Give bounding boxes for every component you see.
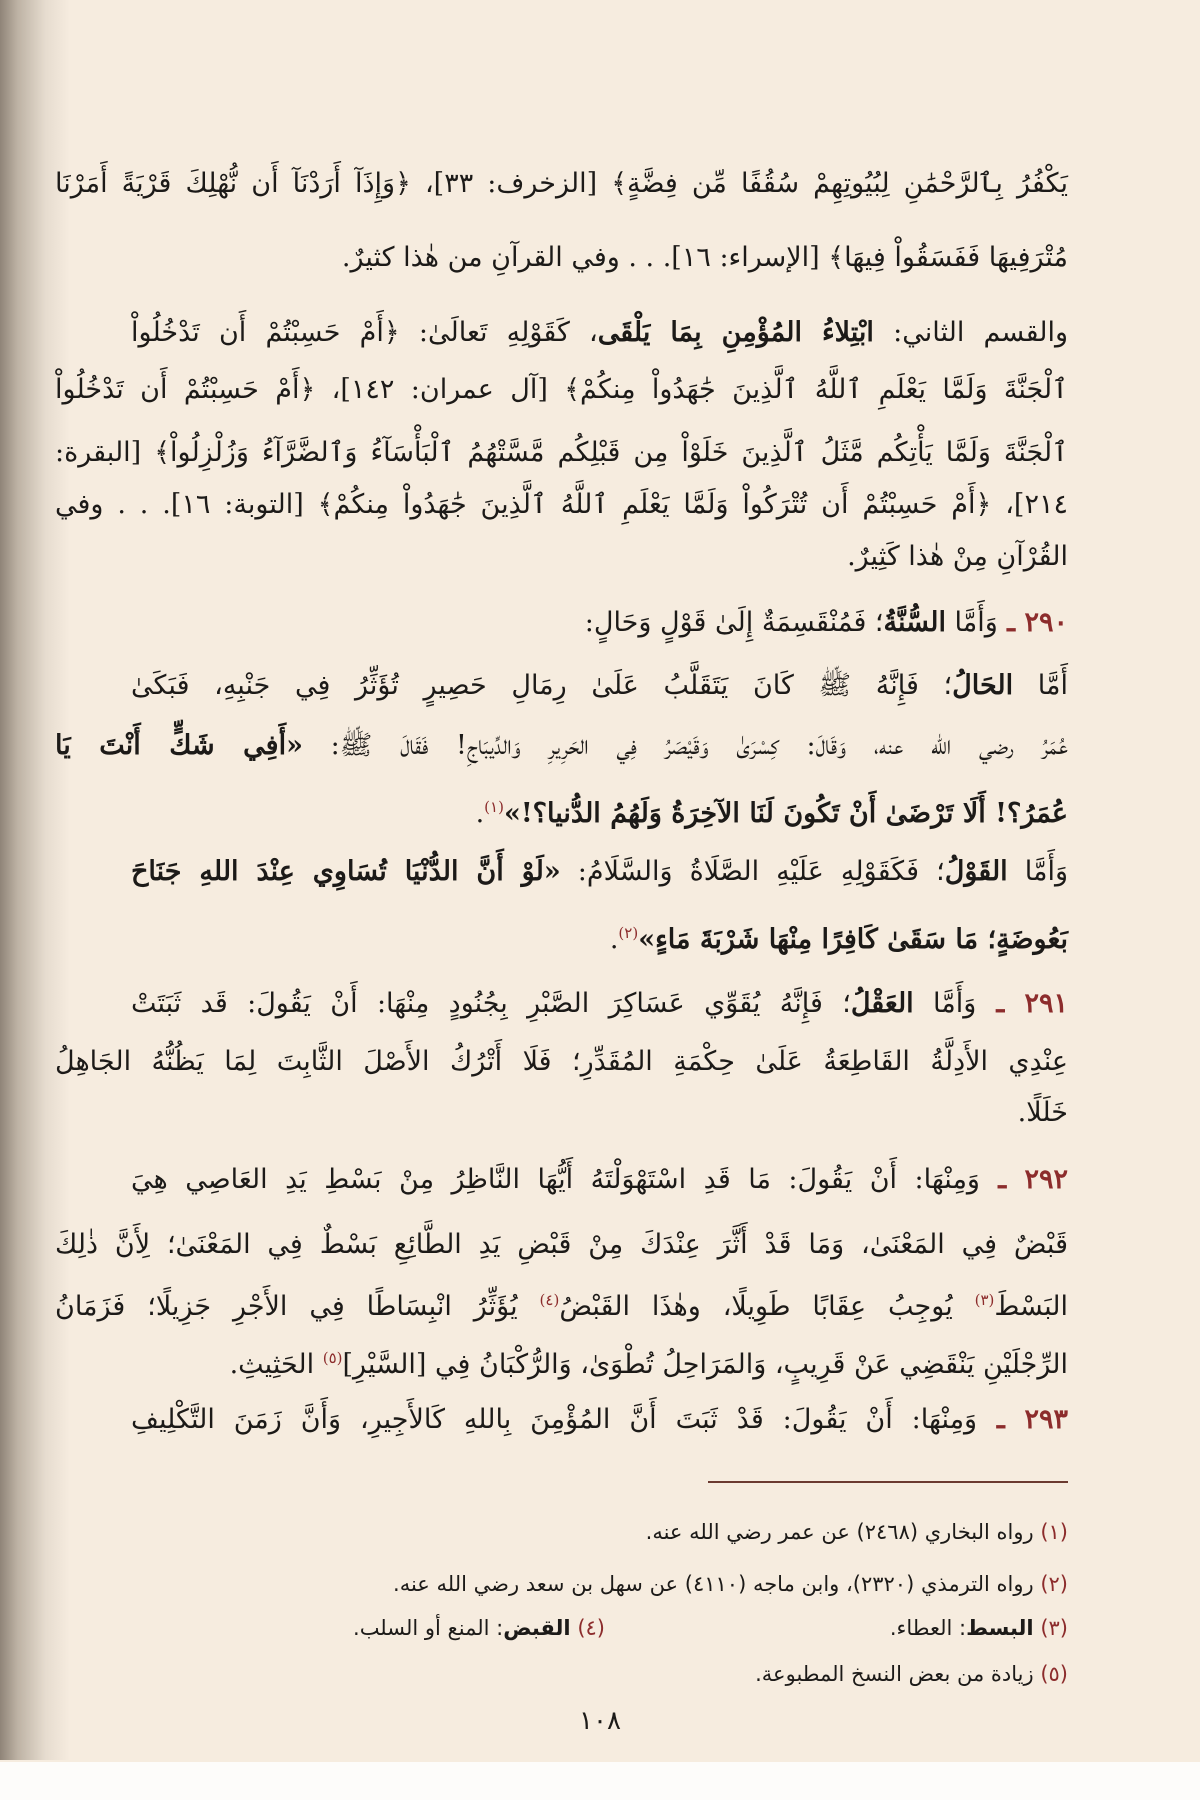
text-line bbox=[55, 1040, 1068, 1084]
text-run: عِنْدِي الأَدِلَّةُ القَاطِعَةُ عَلَىٰ حِكْمَةِ المُقَدِّرِ؛ فَلَا أَتْرُكُ الأَصْلَ الثَّابِتَ لِمَا يَظُنُّهُ الجَاهِلُ bbox=[55, 1046, 1068, 1077]
scan-bottom-margin bbox=[0, 1762, 1200, 1800]
footnote-text: رواه الترمذي (٢٣٢٠)، وابن ماجه (٤١١٠) عن سهل بن سعد رضي الله عنه. bbox=[393, 1572, 1034, 1596]
text-line bbox=[55, 1278, 1068, 1329]
text-line bbox=[55, 1091, 1068, 1135]
bold-text: عُمَرُ؟! أَلَا تَرْضَىٰ أَنْ تَكُونَ لَنَا الآخِرَةُ وَلَهُمُ الدُّنيا؟!» bbox=[503, 798, 1068, 829]
paragraph-number: ٢٩٣ ـ bbox=[977, 1404, 1068, 1435]
text-run: خَلَلًا. bbox=[1017, 1097, 1068, 1128]
footnote-ref: (١) bbox=[484, 798, 504, 816]
bold-text: القَوْلُ bbox=[944, 856, 1008, 887]
text-line bbox=[131, 664, 1068, 708]
footnote-text: رواه البخاري (٢٤٦٨) عن عمر رضي الله عنه. bbox=[645, 1520, 1034, 1544]
text-run: ، كَقَوْلِهِ تَعالَىٰ: bbox=[399, 317, 598, 348]
quran-verse: مُتْرَفِيهَا فَفَسَقُواْ فِيهَا﴾ bbox=[828, 242, 1068, 273]
footnote-4 bbox=[353, 1612, 605, 1644]
footnote-ref: (٥) bbox=[322, 1349, 343, 1367]
text-line bbox=[55, 1223, 1068, 1267]
text-line bbox=[55, 431, 1068, 475]
text-run: ؛ فَمُنْقَسِمَةٌ إِلَىٰ قَوْلٍ وَحَالٍ: bbox=[584, 607, 884, 638]
text-run: وَأَمَّا bbox=[945, 607, 998, 638]
text-run: . bbox=[609, 924, 619, 955]
quran-verse: ﴿أَمْ حَسِبْتُمْ أَن تُتْرَكُواْ وَلَمَّا يَعْلَمِ ٱللَّهُ ٱلَّذِينَ جَٰهَدُواْ مِنكُمْ﴾ bbox=[317, 489, 992, 520]
text-run: وَمِنْهَا: أَنْ يَقُولَ: قَدْ ثَبَتَ أَنَّ المُؤْمِنَ بِاللهِ كَالأَجِيرِ، وَأَنَّ زَمَنَ التَّكْلِيفِ bbox=[131, 1404, 978, 1435]
quran-verse: ٱلْجَنَّةَ وَلَمَّا يَعْلَمِ ٱللَّهُ ٱلَّذِينَ جَٰهَدُواْ مِنكُمْ﴾ bbox=[564, 374, 1068, 405]
paragraph-number: ٢٩٠ ـ bbox=[997, 607, 1068, 638]
text-line bbox=[131, 311, 1068, 355]
quran-verse: يَكْفُرُ بِٱلرَّحْمَٰنِ لِبُيُوتِهِمْ سُقُفًا مِّن فِضَّةٍ﴾ bbox=[611, 168, 1068, 199]
text-run: ٢١٤]، bbox=[991, 489, 1068, 520]
text-run: أَمَّا bbox=[1013, 670, 1068, 701]
bold-text: ابْتِلاءُ المُؤْمِنِ بِمَا يَلْقَى bbox=[597, 317, 874, 348]
text-line bbox=[55, 724, 1068, 768]
footnote-ref: (٤) bbox=[539, 1291, 560, 1309]
bold-text: السُّنَّةُ bbox=[883, 607, 946, 638]
text-run: [الزخرف: ٣٣]، bbox=[410, 168, 612, 199]
footnote-ref: (٢) bbox=[618, 924, 639, 942]
footnote-number: (٤) bbox=[577, 1616, 605, 1640]
text-line bbox=[55, 535, 1068, 579]
text-run: [آل عمران: ١٤٢]، bbox=[315, 374, 565, 405]
text-run: ؛ فَإِنَّهُ ﷺ كَانَ يَتَقَلَّبُ عَلَىٰ رِمَالِ حَصِيرٍ تُؤَثِّرُ فِي جَنْبِهِ، فَبَكَىٰ bbox=[131, 670, 953, 701]
text-run: الرِّجْلَيْنِ يَنْقَضِي عَنْ قَرِيبٍ، وَالمَرَاحِلُ تُطْوَىٰ، وَالرُّكْبَانُ فِي [السَّيْرِ] bbox=[342, 1349, 1068, 1380]
quran-verse: ﴿أَمْ حَسِبْتُمْ أَن تَدْخُلُواْ bbox=[131, 317, 400, 348]
footnote-1 bbox=[646, 1516, 1068, 1548]
text-run: ؛ فَكَقَوْلِهِ عَلَيْهِ الصَّلَاةُ وَالسَّلَامُ: bbox=[560, 856, 945, 887]
footnote-ref: (٣) bbox=[974, 1291, 995, 1309]
text-run: قَبْضٌ فِي المَعْنَىٰ، وَمَا قَدْ أَثَّرَ عِنْدَكَ مِنْ قَبْضِ يَدِ الطَّائِعِ بَسْطٌ فِي المَعْنَىٰ؛ لِأَنَّ ذٰلِكَ bbox=[55, 1229, 1068, 1260]
paragraph-number: ٢٩١ ـ bbox=[976, 988, 1069, 1019]
bold-text: «أَفِي شَكٍّ أَنْتَ يَا bbox=[55, 730, 303, 761]
text-run: وَأَمَّا bbox=[913, 988, 977, 1019]
bold-text: «لَوْ أَنَّ الدُّنْيَا تُسَاوِي عِنْدَ اللهِ جَنَاحَ bbox=[131, 856, 561, 887]
quran-verse: ٱلْجَنَّةَ وَلَمَّا يَأْتِكُم مَّثَلُ ٱلَّذِينَ خَلَوْاْ مِن قَبْلِكُم مَّسَّتْهُمُ ٱلْبَأْسَآءُ وَٱلضَّرَّآءُ وَزُلْزِلُواْ﴾ bbox=[154, 437, 1068, 468]
text-run: ؛ فَإِنَّهُ يُقَوِّي عَسَاكِرَ الصَّبْرِ بِجُنُودٍ مِنْهَا: أَنْ يَقُولَ: قَد ثَبَتَتْ bbox=[131, 988, 851, 1019]
text-run: [التوبة: ١٦]. . . وفي bbox=[55, 489, 318, 520]
text-line bbox=[55, 483, 1068, 527]
text-line bbox=[55, 785, 1068, 836]
footnote-separator bbox=[708, 1481, 1068, 1483]
text-run: الحَثِيثِ. bbox=[229, 1349, 323, 1380]
footnote-number: (١) bbox=[1040, 1520, 1068, 1544]
footnote-2 bbox=[393, 1568, 1068, 1600]
text-run: يُؤَثِّرُ انْبِسَاطًا فِي الأَجْرِ جَزِيلًا؛ فَزَمَانُ bbox=[55, 1291, 540, 1322]
quran-verse: ﴿وَإِذَآ أَرَدْنَآ أَن نُّهْلِكَ قَرْيَةً أَمَرْنَا bbox=[55, 168, 411, 199]
footnote-text: زيادة من بعض النسخ المطبوعة. bbox=[755, 1662, 1034, 1686]
text-line bbox=[55, 368, 1068, 412]
paragraph-number: ٢٩٢ ـ bbox=[979, 1164, 1068, 1195]
text-line bbox=[131, 982, 1068, 1026]
text-run: والقسم الثاني: bbox=[873, 317, 1068, 348]
footnote-3 bbox=[890, 1612, 1068, 1644]
text-line bbox=[55, 911, 1068, 962]
footnote-number: (٣) bbox=[1040, 1616, 1068, 1640]
text-run: [البقرة: bbox=[55, 437, 155, 468]
text-run: يُوجِبُ عِقَابًا طَوِيلًا، وهٰذَا القَبْضُ bbox=[559, 1291, 975, 1322]
text-line bbox=[55, 236, 1068, 280]
bold-text: الحَالُ bbox=[952, 670, 1014, 701]
bold-text: بَعُوضَةٍ؛ مَا سَقَىٰ كَافِرًا مِنْهَا شَرْبَةَ مَاءٍ» bbox=[638, 924, 1068, 955]
footnote-number: (٥) bbox=[1040, 1662, 1068, 1686]
text-run: وَمِنْهَا: أَنْ يَقُولَ: مَا قَدِ اسْتَهْوَلْتَهُ أَيُّهَا النَّاظِرُ مِنْ بَسْطِ يَدِ العَاصِي هِيَ bbox=[131, 1164, 980, 1195]
text-run: القُرْآنِ مِنْ هٰذا كَثِيرٌ. bbox=[847, 541, 1068, 572]
quran-verse: ﴿أَمْ حَسِبْتُمْ أَن تَدْخُلُواْ bbox=[55, 374, 316, 405]
text-line bbox=[55, 162, 1068, 206]
footnote-term: البسط bbox=[966, 1616, 1034, 1640]
footnote-text: : العطاء. bbox=[889, 1616, 967, 1640]
text-line bbox=[55, 1336, 1068, 1387]
text-line bbox=[131, 1158, 1068, 1202]
page-number: ١٠٨ bbox=[579, 1706, 621, 1736]
text-run: وَأَمَّا bbox=[1007, 856, 1069, 887]
text-run: عُمَرُ رضي الله عنه، وَقَالَ: كِسْرَىٰ وَقَيْصَرُ فِي الحَرِيرِ وَالدِّيبَاجِ! فَقَالَ ﷺ: bbox=[302, 730, 1068, 761]
text-line bbox=[131, 1398, 1068, 1442]
text-line bbox=[131, 850, 1068, 894]
footnote-number: (٢) bbox=[1040, 1572, 1068, 1596]
bold-text: العَقْلُ bbox=[850, 988, 914, 1019]
footnote-5 bbox=[755, 1658, 1068, 1690]
text-run: [الإسراء: ١٦]. . . وفي القرآنِ من هٰذا كثيرٌ. bbox=[341, 242, 829, 273]
text-run: البَسْطَ bbox=[994, 1291, 1068, 1322]
footnote-term: القبض bbox=[503, 1616, 571, 1640]
text-run: . bbox=[475, 798, 485, 829]
text-line bbox=[131, 601, 1068, 645]
footnote-text: : المنع أو السلب. bbox=[353, 1616, 504, 1640]
